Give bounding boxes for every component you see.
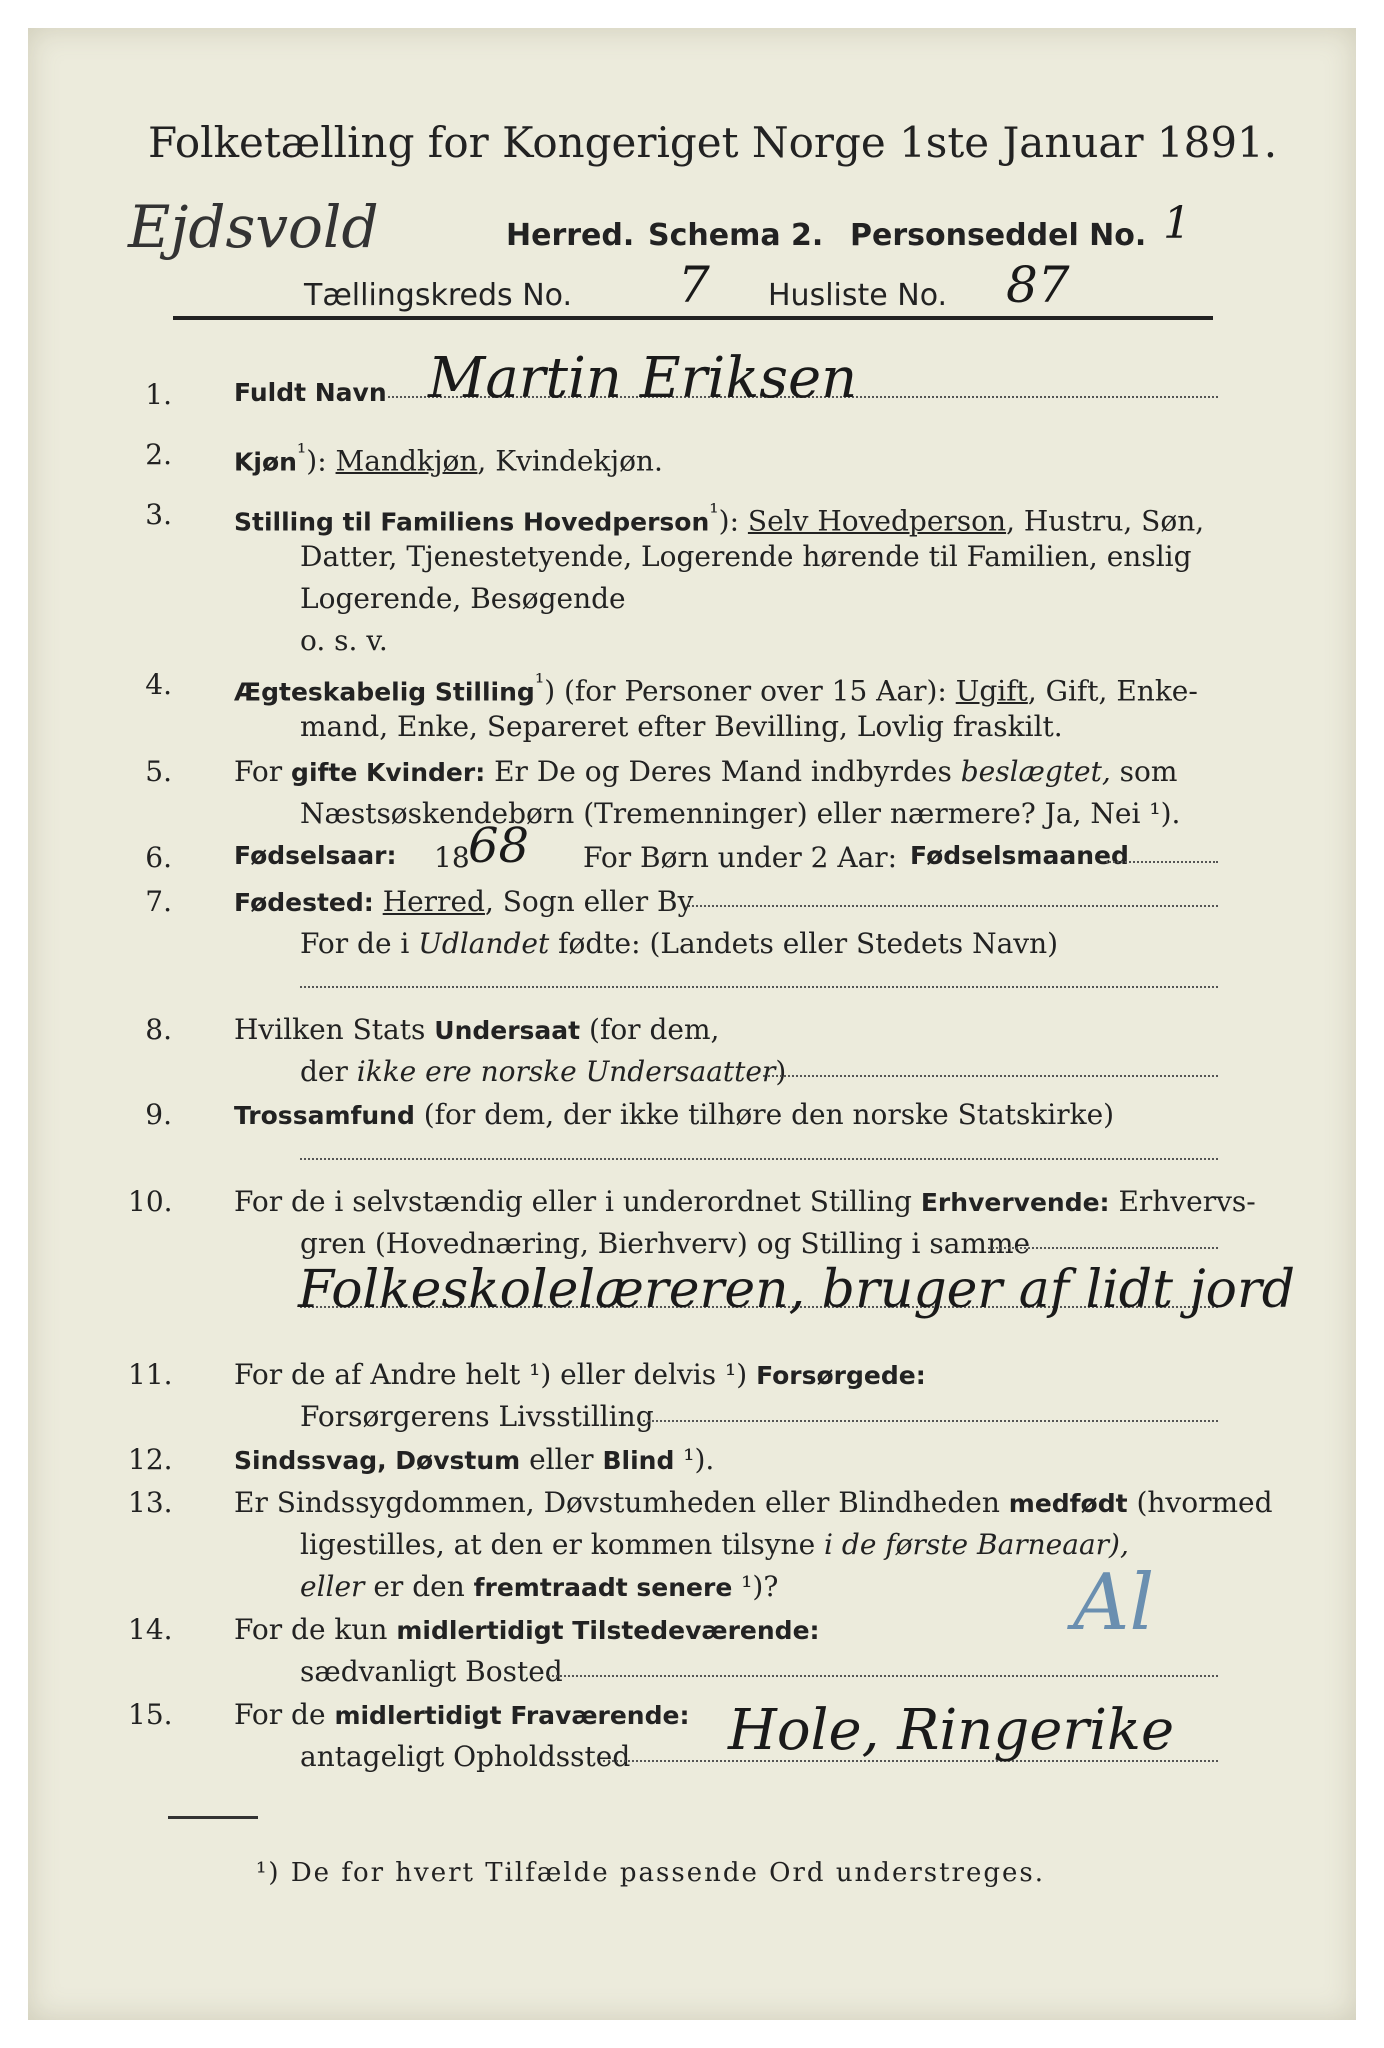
field-6-value: 68 <box>468 818 530 874</box>
field-13-line3-a: er den <box>364 1570 474 1603</box>
field-9-dotline <box>300 1158 1218 1160</box>
field-14-dotline <box>548 1675 1218 1677</box>
field-5-pre: For <box>234 755 292 788</box>
taellingskreds-number: 7 <box>678 256 710 314</box>
field-4-line2: mand, Enke, Separeret efter Bevilling, Lovlig fraskilt. <box>300 710 1063 743</box>
field-7-dotline <box>688 905 1218 907</box>
field-5-line2: Næstsøskendebørn (Tremenninger) eller nærmere? Ja, Nei ¹). <box>300 797 1181 830</box>
field-13-line2-a: ligestilles, at den er kommen tilsyne <box>300 1528 825 1561</box>
field-11-line2: Forsørgerens Livsstilling <box>300 1400 654 1433</box>
field-3-number: 3. <box>145 498 172 531</box>
field-8-rest: (for dem, <box>580 1013 720 1046</box>
footnote: ¹) De for hvert Tilfælde passende Ord understreges. <box>256 1858 1046 1888</box>
schema-label: Schema 2. <box>648 218 824 253</box>
field-2-number: 2. <box>145 438 172 471</box>
field-7-number: 7. <box>145 885 172 918</box>
field-3-options-rest: , Hustru, Søn, <box>1006 504 1205 538</box>
field-4-text: ) (for Personer over 15 Aar): <box>544 674 947 708</box>
field-14-label: midlertidigt Tilstedeværende: <box>396 1616 820 1645</box>
herred-label: Herred. <box>506 218 635 253</box>
husliste-label: Husliste No. <box>768 278 948 313</box>
field-4-options-rest: , Gift, Enke- <box>1027 674 1198 708</box>
header-rule <box>173 316 1213 320</box>
field-13-line2 <box>300 1528 1129 1561</box>
field-2-option-kvindekjon: , Kvindekjøn. <box>477 444 663 478</box>
field-10-label: Erhvervende: <box>920 1188 1110 1217</box>
field-15-number: 15. <box>128 1698 173 1731</box>
field-2-sup: ¹ <box>296 438 307 466</box>
field-4-number: 4. <box>145 668 172 701</box>
field-12-number: 12. <box>128 1443 173 1476</box>
blue-pencil-mark: Al <box>1073 1558 1155 1648</box>
field-8-dotline <box>763 1075 1218 1077</box>
field-10-text: For de i selvstændig eller i underordnet Stilling <box>234 1185 921 1218</box>
field-8-line2-b: ) <box>775 1055 787 1088</box>
field-3-sup: ¹ <box>709 498 719 526</box>
field-7-option-selected: Herred <box>382 885 485 918</box>
field-13-line3-italic: eller <box>300 1570 365 1603</box>
field-2-label: Kjøn <box>234 447 297 477</box>
field-3-line2: Datter, Tjenestetyende, Logerende hørende til Familien, enslig <box>300 540 1192 573</box>
field-6-label: Fødselsaar: <box>234 841 397 870</box>
field-3-colon: ): <box>718 504 739 538</box>
field-6-prefix: 18 <box>434 841 470 874</box>
field-7-options-rest: , Sogn eller By <box>484 885 694 918</box>
field-5-number: 5. <box>145 755 172 788</box>
field-10-number: 10. <box>128 1185 173 1218</box>
field-1-value: Martin Eriksen <box>428 346 858 411</box>
field-12-mid: eller <box>520 1443 603 1476</box>
field-3-label: Stilling til Familiens Hovedperson <box>234 507 710 537</box>
field-10-line2: gren (Hovednæring, Bierhverv) og Stilling i samme <box>300 1227 1031 1260</box>
personseddel-number: 1 <box>1163 198 1191 249</box>
field-11-number: 11. <box>128 1358 173 1391</box>
field-5-end: som <box>1110 755 1178 788</box>
field-14-line2: sædvanligt Bosted <box>300 1655 563 1688</box>
field-15-text: For de <box>234 1698 335 1731</box>
field-6-dotline <box>1106 861 1218 863</box>
field-7-line2-b: fødte: (Landets eller Stedets Navn) <box>549 927 1059 960</box>
field-13-line3-bold: fremtraadt senere <box>473 1573 733 1602</box>
field-11-label: Forsørgede: <box>756 1361 926 1390</box>
field-12-end: ¹). <box>674 1443 715 1476</box>
field-13-end: (hvormed <box>1127 1486 1273 1519</box>
field-9-label: Trossamfund <box>234 1101 415 1130</box>
field-12-label: Sindssvag, Døvstum <box>234 1446 521 1475</box>
field-8-line2 <box>300 1055 786 1088</box>
field-10-value: Folkeskolelæreren, bruger af lidt jord <box>298 1260 1296 1320</box>
field-1-number: 1. <box>145 378 172 411</box>
field-15-value: Hole, Ringerike <box>728 1698 1175 1763</box>
field-7-line2 <box>300 927 1058 960</box>
field-13-label: medfødt <box>1008 1489 1128 1518</box>
census-form-paper <box>28 28 1356 2020</box>
footnote-rule <box>168 1816 258 1819</box>
field-7-label: Fødested: <box>234 888 374 917</box>
field-5-label: gifte Kvinder: <box>291 758 486 787</box>
field-3-line3: Logerende, Besøgende <box>300 582 626 615</box>
field-4-label: Ægteskabelig Stilling <box>234 677 535 707</box>
field-15-label: midlertidigt Fraværende: <box>334 1701 690 1730</box>
field-6-number: 6. <box>145 841 172 874</box>
form-title: Folketælling for Kongeriget Norge 1ste Januar 1891. <box>148 118 1278 167</box>
field-8-number: 8. <box>145 1013 172 1046</box>
field-13-line3-c: ¹)? <box>732 1570 779 1603</box>
field-13-text: Er Sindssygdommen, Døvstumheden eller Blindheden <box>234 1486 1009 1519</box>
field-13-number: 13. <box>128 1486 173 1519</box>
field-14-text: For de kun <box>234 1613 397 1646</box>
field-13-line3 <box>300 1570 778 1603</box>
field-1-label: Fuldt Navn <box>234 378 387 407</box>
field-15-line2: antageligt Opholdssted <box>300 1740 631 1773</box>
field-14-number: 14. <box>128 1613 173 1646</box>
field-4-option-selected: Ugift <box>955 674 1028 708</box>
field-9-number: 9. <box>145 1098 172 1131</box>
field-6-text: For Børn under 2 Aar: <box>583 841 898 874</box>
field-4-sup: ¹ <box>534 668 545 696</box>
field-10-rest: Erhvervs- <box>1109 1185 1256 1218</box>
field-2-option-mandkjon: Mandkjøn <box>335 444 478 478</box>
field-11-text: For de af Andre helt ¹) eller delvis ¹) <box>234 1358 757 1391</box>
field-8-line2-italic: ikke ere norske Undersaatter <box>356 1055 776 1088</box>
field-5-text: Er De og Deres Mand indbyrdes <box>485 755 961 788</box>
field-10-dotline <box>988 1247 1218 1249</box>
field-8-line2-a: der <box>300 1055 357 1088</box>
field-5-italic: beslægtet, <box>960 755 1111 788</box>
field-11-dotline <box>643 1420 1218 1422</box>
field-8-pre: Hvilken Stats <box>234 1013 435 1046</box>
personseddel-label: Personseddel No. <box>850 218 1147 253</box>
field-7-line2-italic: Udlandet <box>418 927 550 960</box>
field-2-paren: ): <box>306 444 327 478</box>
field-9-rest: (for dem, der ikke tilhøre den norske Statskirke) <box>414 1098 1115 1131</box>
field-8-label: Undersaat <box>434 1016 581 1045</box>
field-13-line2-italic: i de første Barneaar), <box>824 1528 1129 1561</box>
taellingskreds-label: Tællingskreds No. <box>304 278 572 313</box>
field-6-label2: Fødselsmaaned <box>910 841 1129 870</box>
field-7-dotline2 <box>300 986 1218 988</box>
herred-handwritten: Ejdsvold <box>128 193 379 261</box>
field-7-line2-a: For de i <box>300 927 419 960</box>
field-3-line4: o. s. v. <box>300 624 388 657</box>
field-12-label2: Blind <box>602 1446 675 1475</box>
husliste-number: 87 <box>1006 256 1070 314</box>
field-3-option-selected: Selv Hovedperson <box>747 504 1007 538</box>
